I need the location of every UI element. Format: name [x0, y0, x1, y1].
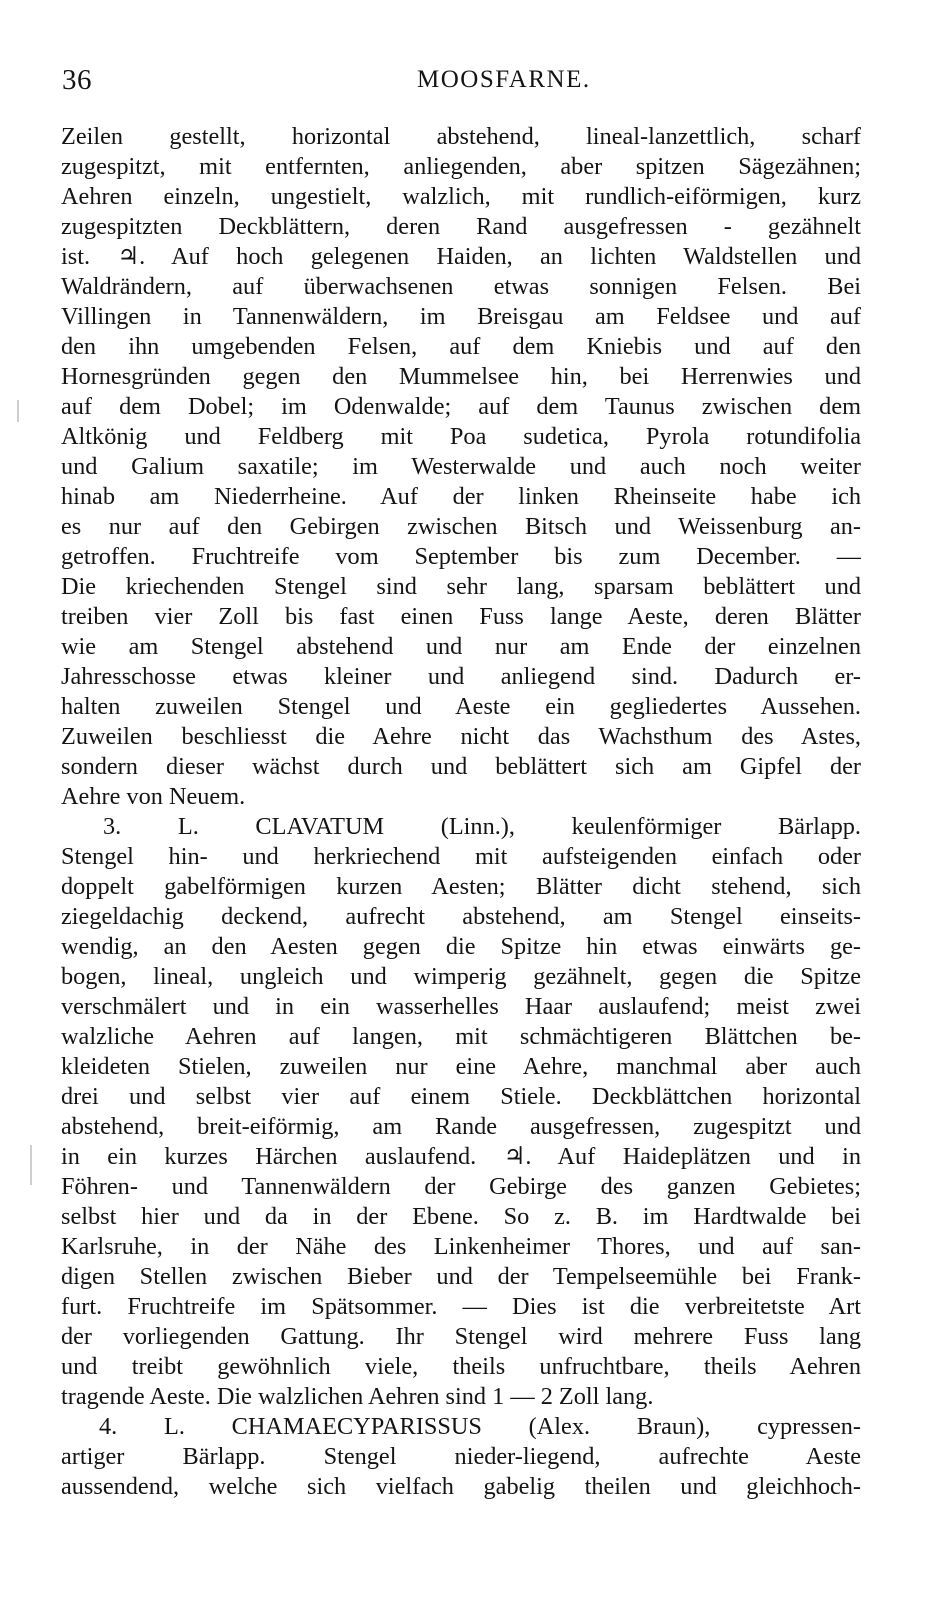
text-line: artiger Bärlapp. Stengel nieder-liegend, aufrechte Aeste — [61, 1443, 861, 1470]
text-line: den ihn umgebenden Felsen, auf dem Kniebis und auf den — [61, 333, 861, 360]
text-line: Zuweilen beschliesst die Aehre nicht das Wachsthum des Astes, — [61, 723, 861, 750]
text-line: Villingen in Tannenwäldern, im Breisgau am Feldsee und auf — [61, 303, 861, 330]
text-line: in ein kurzes Härchen auslaufend. ♃. Auf Haideplätzen und in — [61, 1143, 861, 1170]
text-line: und treibt gewöhnlich viele, theils unfruchtbare, theils Aehren — [61, 1353, 861, 1380]
text-line: Altkönig und Feldberg mit Poa sudetica, Pyrola rotundifolia — [61, 423, 861, 450]
text-line: es nur auf den Gebirgen zwischen Bitsch und Weissenburg an- — [61, 513, 861, 540]
text-line: ist. ♃. Auf hoch gelegenen Haiden, an lichten Waldstellen und — [61, 243, 861, 270]
text-line: walzliche Aehren auf langen, mit schmächtigeren Blättchen be- — [61, 1023, 861, 1050]
text-line: halten zuweilen Stengel und Aeste ein gegliedertes Aussehen. — [61, 693, 861, 720]
text-line: abstehend, breit-eiförmig, am Rande ausgefressen, zugespitzt und — [61, 1113, 861, 1140]
text-line: wendig, an den Aesten gegen die Spitze hin etwas einwärts ge- — [61, 933, 861, 960]
text-line: selbst hier und da in der Ebene. So z. B. im Hardtwalde bei — [61, 1203, 861, 1230]
text-line: furt. Fruchtreife im Spätsommer. — Dies ist die verbreitetste Art — [61, 1293, 861, 1320]
text-line: zugespitzt, mit entfernten, anliegenden, aber spitzen Sägezähnen; — [61, 153, 861, 180]
text-line: aussendend, welche sich vielfach gabelig theilen und gleichhoch- — [61, 1473, 861, 1500]
text-line: ziegeldachig deckend, aufrecht abstehend, am Stengel einseits- — [61, 903, 861, 930]
text-line: bogen, lineal, ungleich und wimperig gezähnelt, gegen die Spitze — [61, 963, 861, 990]
running-title: MOOSFARNE. — [417, 66, 591, 93]
text-line: digen Stellen zwischen Bieber und der Tempelseemühle bei Frank- — [61, 1263, 861, 1290]
paragraph-last-line: Aehre von Neuem. — [61, 783, 246, 810]
text-line: drei und selbst vier auf einem Stiele. Deckblättchen horizontal — [61, 1083, 861, 1110]
text-line: hinab am Niederrheine. Auf der linken Rheinseite habe ich — [61, 483, 861, 510]
text-line: sondern dieser wächst durch und beblättert sich am Gipfel der — [61, 753, 861, 780]
text-line: getroffen. Fruchtreife vom September bis zum December. — — [61, 543, 861, 570]
text-line: Hornesgründen gegen den Mummelsee hin, bei Herrenwies und — [61, 363, 861, 390]
text-line: treiben vier Zoll bis fast einen Fuss lange Aeste, deren Blätter — [61, 603, 861, 630]
text-line: und Galium saxatile; im Westerwalde und auch noch weiter — [61, 453, 861, 480]
text-line: auf dem Dobel; im Odenwalde; auf dem Taunus zwischen dem — [61, 393, 861, 420]
scan-margin-mark — [17, 400, 19, 422]
text-line: Waldrändern, auf überwachsenen etwas sonnigen Felsen. Bei — [61, 273, 861, 300]
page-number: 36 — [62, 64, 92, 96]
text-line: verschmälert und in ein wasserhelles Haar auslaufend; meist zwei — [61, 993, 861, 1020]
text-line: Stengel hin- und herkriechend mit aufsteigenden einfach oder — [61, 843, 861, 870]
text-line: kleideten Stielen, zuweilen nur eine Aehre, manchmal aber auch — [61, 1053, 861, 1080]
paragraph-last-line: tragende Aeste. Die walzlichen Aehren sind 1 — 2 Zoll lang. — [61, 1383, 654, 1410]
text-line: zugespitzten Deckblättern, deren Rand ausgefressen - gezähnelt — [61, 213, 861, 240]
page-header — [60, 64, 860, 104]
text-line: wie am Stengel abstehend und nur am Ende der einzelnen — [61, 633, 861, 660]
text-line: Karlsruhe, in der Nähe des Linkenheimer Thores, und auf san- — [61, 1233, 861, 1260]
text-line: Jahresschosse etwas kleiner und anliegend sind. Dadurch er- — [61, 663, 861, 690]
text-line: der vorliegenden Gattung. Ihr Stengel wird mehrere Fuss lang — [61, 1323, 861, 1350]
text-line: Die kriechenden Stengel sind sehr lang, sparsam beblättert und — [61, 573, 861, 600]
species-heading-line: 3. L. CLAVATUM (Linn.), keulenförmiger Bärlapp. — [103, 813, 861, 840]
body-text — [61, 122, 861, 1502]
scan-margin-mark — [30, 1145, 32, 1185]
text-line: doppelt gabelförmigen kurzen Aesten; Blätter dicht stehend, sich — [61, 873, 861, 900]
species-heading-line: 4. L. CHAMAECYPARISSUS (Alex. Braun), cypressen- — [99, 1413, 861, 1440]
text-line: Zeilen gestellt, horizontal abstehend, lineal-lanzettlich, scharf — [61, 123, 861, 150]
text-line: Aehren einzeln, ungestielt, walzlich, mit rundlich-eiförmigen, kurz — [61, 183, 861, 210]
text-line: Föhren- und Tannenwäldern der Gebirge des ganzen Gebietes; — [61, 1173, 861, 1200]
